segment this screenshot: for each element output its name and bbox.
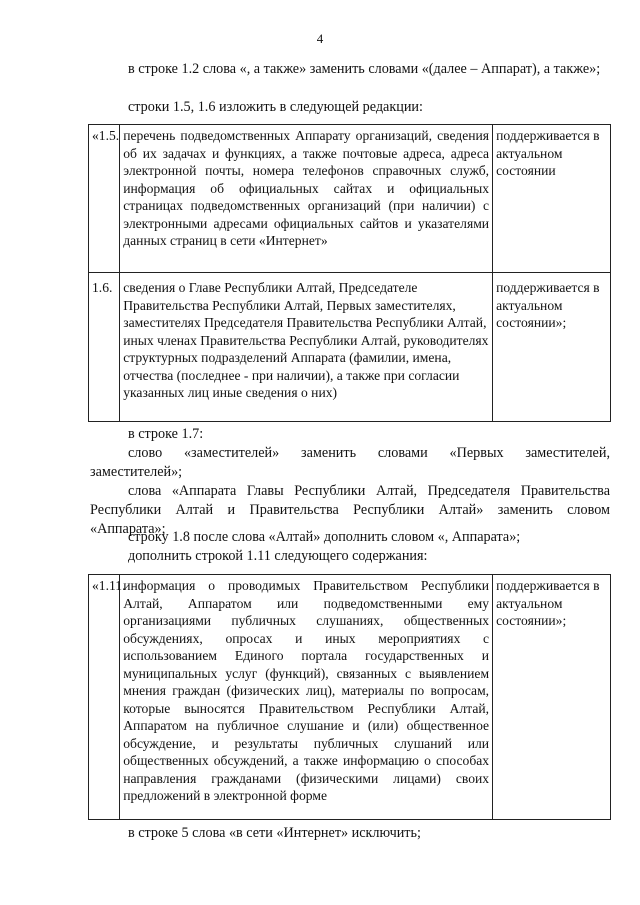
paragraph-line-1-8: строку 1.8 после слова «Алтай» дополнить словом «, Аппарата»;	[128, 529, 521, 545]
paragraph-line-1-2: в строке 1.2 слова «, а также» заменить словами «(далее – Аппарат), а также»;	[128, 61, 601, 77]
row-status: поддерживается в актуальном состоянии»;	[493, 273, 611, 422]
paragraph-lines-1-5-1-6: строки 1.5, 1.6 изложить в следующей редакции:	[128, 99, 423, 115]
amendment-table-2	[88, 574, 611, 820]
row-text: перечень подведомственных Аппарату организаций, сведения об их задачах и функциях, а также почтовые адреса, адреса электронной почты, номера телефонов справочных служб, информация об официальных сайтах и официальных страницах подведомственных организаций (при наличии) с электронными адресами официальных сайтов и указателями данных страниц в сети «Интернет»	[120, 125, 493, 273]
row-text: информация о проводимых Правительством Республики Алтай, Аппаратом или подведомственными ему организациями публичных слушаниях, общественных обсуждениях, опросах и иных мероприятиях с использованием Единого портала государственных и муниципальных услуг (функций), связанных с выявлением мнения граждан (физических лиц), материалы по вопросам, которые выносятся Правительством Республики Алтай, Аппаратом на публичное слушание и (или) общественное обсуждение, и результаты публичных слушаний или общественных обсуждений, а также информацию о способах направления гражданами (физическими лицами) своих предложений в электронной форме	[120, 575, 493, 820]
paragraph-line-1-7: в строке 1.7:	[128, 426, 204, 442]
page-number: 4	[316, 31, 324, 46]
table-row	[89, 575, 611, 820]
row-number: «1.5.	[89, 125, 120, 273]
row-status: поддерживается в актуальном состоянии»;	[493, 575, 611, 820]
table-row	[89, 125, 611, 273]
paragraph-word-replace: слово «заместителей» заменить словами «Первых заместителей, заместителей»;	[90, 445, 610, 480]
paragraph-words-replace: слова «Аппарата Главы Республики Алтай, Председателя Правительства Республики Алтай и Правительства Республики Алтай» заменить словом «Аппарата»;	[90, 483, 610, 537]
row-status: поддерживается в актуальном состоянии	[493, 125, 611, 273]
table-row	[89, 273, 611, 422]
row-number: «1.11.	[89, 575, 120, 820]
paragraph-line-5: в строке 5 слова «в сети «Интернет» исключить;	[128, 825, 421, 841]
row-number: 1.6.	[89, 273, 120, 422]
amendment-table-1	[88, 124, 611, 422]
row-text: сведения о Главе Республики Алтай, Председателе Правительства Республики Алтай, Первых заместителях, заместителях Председателя Правительства Республики Алтай, иных членах Правительства Республики Алтай, руководителях структурных подразделений Аппарата (фамилии, имена, отчества (последнее - при наличии), а также при согласии указанных лиц иные сведения о них)	[120, 273, 493, 422]
paragraph-add-line-1-11: дополнить строкой 1.11 следующего содержания:	[128, 548, 428, 564]
